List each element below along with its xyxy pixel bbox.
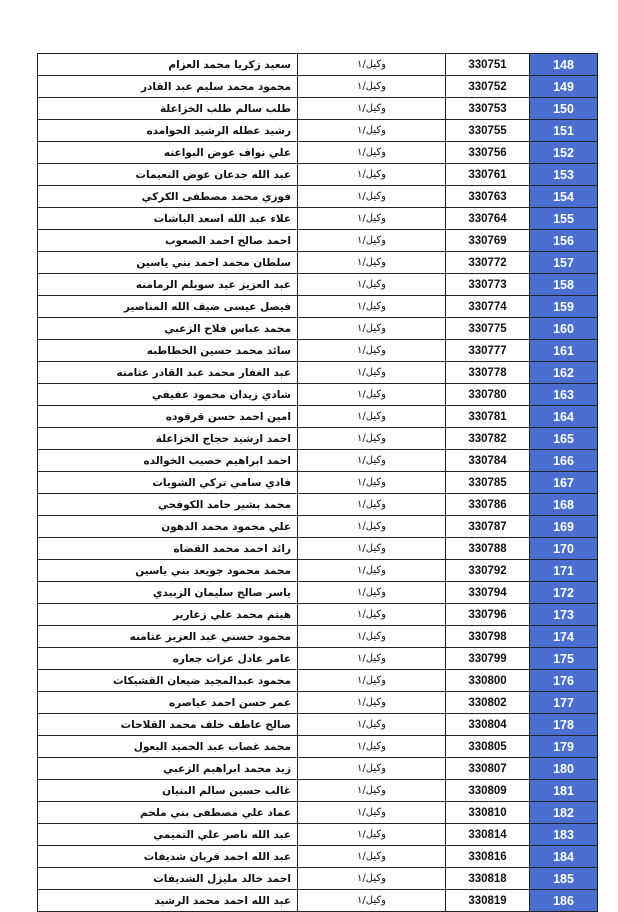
rank-cell: وكيل/١ (298, 648, 446, 670)
rank-cell: وكيل/١ (298, 406, 446, 428)
personnel-code-cell: 330784 (446, 450, 530, 472)
table-row (38, 670, 598, 692)
personnel-code-cell: 330774 (446, 296, 530, 318)
rank-cell: وكيل/١ (298, 670, 446, 692)
rank-cell: وكيل/١ (298, 846, 446, 868)
row-index-cell: 170 (530, 538, 598, 560)
rank-cell: وكيل/١ (298, 186, 446, 208)
person-name-cell: محمد عباس فلاح الزعبي (38, 318, 298, 340)
rank-cell: وكيل/١ (298, 120, 446, 142)
row-index-cell: 169 (530, 516, 598, 538)
person-name-cell: احمد صالح احمد الصعوب (38, 230, 298, 252)
table-row (38, 274, 598, 296)
rank-cell: وكيل/١ (298, 758, 446, 780)
person-name-cell: زيد محمد ابراهيم الزعبي (38, 758, 298, 780)
row-index-cell: 159 (530, 296, 598, 318)
row-index-cell: 160 (530, 318, 598, 340)
personnel-code-cell: 330788 (446, 538, 530, 560)
rank-cell: وكيل/١ (298, 824, 446, 846)
table-row (38, 318, 598, 340)
person-name-cell: محمود حسني عبد العزيز عثامنه (38, 626, 298, 648)
personnel-code-cell: 330753 (446, 98, 530, 120)
rank-cell: وكيل/١ (298, 384, 446, 406)
personnel-code-cell: 330805 (446, 736, 530, 758)
person-name-cell: عبد الله احمد قربان شديفات (38, 846, 298, 868)
row-index-cell: 168 (530, 494, 598, 516)
table-row (38, 450, 598, 472)
row-index-cell: 158 (530, 274, 598, 296)
person-name-cell: رشيد عطله الرشيد الحوامده (38, 120, 298, 142)
person-name-cell: محمد محمود جويعد بني ياسين (38, 560, 298, 582)
table-body (38, 54, 598, 912)
table-row (38, 340, 598, 362)
rank-cell: وكيل/١ (298, 560, 446, 582)
personnel-code-cell: 330778 (446, 362, 530, 384)
rank-cell: وكيل/١ (298, 626, 446, 648)
table-row (38, 780, 598, 802)
personnel-code-cell: 330804 (446, 714, 530, 736)
row-index-cell: 175 (530, 648, 598, 670)
row-index-cell: 186 (530, 890, 598, 912)
personnel-code-cell: 330773 (446, 274, 530, 296)
row-index-cell: 164 (530, 406, 598, 428)
rank-cell: وكيل/١ (298, 736, 446, 758)
rank-cell: وكيل/١ (298, 362, 446, 384)
person-name-cell: عبد الله ناصر علي التميمي (38, 824, 298, 846)
personnel-code-cell: 330800 (446, 670, 530, 692)
table-row (38, 692, 598, 714)
personnel-code-cell: 330799 (446, 648, 530, 670)
personnel-code-cell: 330775 (446, 318, 530, 340)
personnel-code-cell: 330802 (446, 692, 530, 714)
personnel-table-container (37, 53, 597, 912)
personnel-code-cell: 330807 (446, 758, 530, 780)
person-name-cell: هيثم محمد علي زعارير (38, 604, 298, 626)
personnel-code-cell: 330755 (446, 120, 530, 142)
table-row (38, 890, 598, 912)
person-name-cell: امين احمد حسن قرقوده (38, 406, 298, 428)
person-name-cell: عبد الله جدعان عوض النعيمات (38, 164, 298, 186)
personnel-code-cell: 330761 (446, 164, 530, 186)
table-row (38, 406, 598, 428)
table-row (38, 428, 598, 450)
person-name-cell: احمد ابراهيم خصيب الخوالده (38, 450, 298, 472)
rank-cell: وكيل/١ (298, 692, 446, 714)
row-index-cell: 166 (530, 450, 598, 472)
table-row (38, 76, 598, 98)
row-index-cell: 149 (530, 76, 598, 98)
person-name-cell: طلب سالم طلب الخزاعلة (38, 98, 298, 120)
row-index-cell: 178 (530, 714, 598, 736)
table-row (38, 626, 598, 648)
row-index-cell: 179 (530, 736, 598, 758)
row-index-cell: 165 (530, 428, 598, 450)
person-name-cell: صالح عاطف خلف محمد القلاحات (38, 714, 298, 736)
personnel-code-cell: 330819 (446, 890, 530, 912)
person-name-cell: غالب حسين سالم البنيان (38, 780, 298, 802)
personnel-code-cell: 330814 (446, 824, 530, 846)
rank-cell: وكيل/١ (298, 868, 446, 890)
personnel-code-cell: 330810 (446, 802, 530, 824)
row-index-cell: 162 (530, 362, 598, 384)
row-index-cell: 181 (530, 780, 598, 802)
rank-cell: وكيل/١ (298, 340, 446, 362)
person-name-cell: علي نواف عوض البواعنه (38, 142, 298, 164)
rank-cell: وكيل/١ (298, 54, 446, 76)
table-row (38, 736, 598, 758)
table-row (38, 824, 598, 846)
rank-cell: وكيل/١ (298, 890, 446, 912)
row-index-cell: 167 (530, 472, 598, 494)
table-row (38, 868, 598, 890)
person-name-cell: عماد علي مصطفى بني ملحم (38, 802, 298, 824)
personnel-code-cell: 330818 (446, 868, 530, 890)
person-name-cell: عبد العزيز عيد سويلم الرمامنه (38, 274, 298, 296)
rank-cell: وكيل/١ (298, 318, 446, 340)
row-index-cell: 177 (530, 692, 598, 714)
row-index-cell: 183 (530, 824, 598, 846)
person-name-cell: شادي زيدان محمود عفيفي (38, 384, 298, 406)
person-name-cell: رائد احمد محمد القضاه (38, 538, 298, 560)
person-name-cell: ياسر صالح سليمان الزبيدي (38, 582, 298, 604)
personnel-code-cell: 330794 (446, 582, 530, 604)
person-name-cell: عامر عادل عزات جعاره (38, 648, 298, 670)
table-row (38, 362, 598, 384)
rank-cell: وكيل/١ (298, 538, 446, 560)
personnel-code-cell: 330781 (446, 406, 530, 428)
table-row (38, 252, 598, 274)
rank-cell: وكيل/١ (298, 296, 446, 318)
person-name-cell: احمد ارشيد حجاج الخزاعلة (38, 428, 298, 450)
row-index-cell: 152 (530, 142, 598, 164)
table-row (38, 714, 598, 736)
personnel-code-cell: 330787 (446, 516, 530, 538)
rank-cell: وكيل/١ (298, 274, 446, 296)
table-row (38, 98, 598, 120)
table-row (38, 516, 598, 538)
table-row (38, 120, 598, 142)
personnel-code-cell: 330756 (446, 142, 530, 164)
row-index-cell: 153 (530, 164, 598, 186)
table-row (38, 846, 598, 868)
table-row (38, 230, 598, 252)
row-index-cell: 155 (530, 208, 598, 230)
rank-cell: وكيل/١ (298, 582, 446, 604)
row-index-cell: 176 (530, 670, 598, 692)
rank-cell: وكيل/١ (298, 604, 446, 626)
person-name-cell: سائد محمد حسين الخطاطبه (38, 340, 298, 362)
personnel-code-cell: 330772 (446, 252, 530, 274)
personnel-code-cell: 330809 (446, 780, 530, 802)
table-row (38, 648, 598, 670)
row-index-cell: 171 (530, 560, 598, 582)
row-index-cell: 156 (530, 230, 598, 252)
table-row (38, 296, 598, 318)
person-name-cell: علي محمود محمد الدهون (38, 516, 298, 538)
row-index-cell: 182 (530, 802, 598, 824)
row-index-cell: 174 (530, 626, 598, 648)
personnel-table (37, 53, 598, 912)
personnel-code-cell: 330786 (446, 494, 530, 516)
personnel-code-cell: 330763 (446, 186, 530, 208)
table-row (38, 384, 598, 406)
row-index-cell: 180 (530, 758, 598, 780)
personnel-code-cell: 330777 (446, 340, 530, 362)
table-row (38, 494, 598, 516)
table-row (38, 142, 598, 164)
rank-cell: وكيل/١ (298, 164, 446, 186)
person-name-cell: فوزي محمد مصطفى الكركي (38, 186, 298, 208)
person-name-cell: محمود محمد سليم عبد القادر (38, 76, 298, 98)
row-index-cell: 184 (530, 846, 598, 868)
personnel-code-cell: 330785 (446, 472, 530, 494)
row-index-cell: 154 (530, 186, 598, 208)
table-row (38, 472, 598, 494)
personnel-code-cell: 330792 (446, 560, 530, 582)
rank-cell: وكيل/١ (298, 76, 446, 98)
rank-cell: وكيل/١ (298, 494, 446, 516)
table-row (38, 802, 598, 824)
table-row (38, 758, 598, 780)
rank-cell: وكيل/١ (298, 472, 446, 494)
person-name-cell: احمد خالد مليزل الشديفات (38, 868, 298, 890)
rank-cell: وكيل/١ (298, 98, 446, 120)
person-name-cell: محمد غصاب عبد الحميد البعول (38, 736, 298, 758)
table-row (38, 560, 598, 582)
row-index-cell: 173 (530, 604, 598, 626)
personnel-code-cell: 330798 (446, 626, 530, 648)
table-row (38, 582, 598, 604)
rank-cell: وكيل/١ (298, 252, 446, 274)
person-name-cell: محمود عبدالمجيد ضيعان القشيكات (38, 670, 298, 692)
personnel-code-cell: 330769 (446, 230, 530, 252)
person-name-cell: فيصل عيسى ضيف الله المناصير (38, 296, 298, 318)
rank-cell: وكيل/١ (298, 208, 446, 230)
rank-cell: وكيل/١ (298, 780, 446, 802)
personnel-code-cell: 330752 (446, 76, 530, 98)
person-name-cell: فادي سامي تركي الشويات (38, 472, 298, 494)
personnel-code-cell: 330782 (446, 428, 530, 450)
personnel-code-cell: 330816 (446, 846, 530, 868)
table-row (38, 538, 598, 560)
person-name-cell: عبد الله احمد محمد الرشيد (38, 890, 298, 912)
row-index-cell: 157 (530, 252, 598, 274)
row-index-cell: 151 (530, 120, 598, 142)
person-name-cell: علاء عبد الله اسعد الباشات (38, 208, 298, 230)
table-row (38, 186, 598, 208)
person-name-cell: عمر حسن احمد عياصره (38, 692, 298, 714)
rank-cell: وكيل/١ (298, 714, 446, 736)
rank-cell: وكيل/١ (298, 516, 446, 538)
personnel-code-cell: 330780 (446, 384, 530, 406)
table-row (38, 604, 598, 626)
rank-cell: وكيل/١ (298, 802, 446, 824)
personnel-code-cell: 330764 (446, 208, 530, 230)
table-row (38, 164, 598, 186)
rank-cell: وكيل/١ (298, 142, 446, 164)
rank-cell: وكيل/١ (298, 450, 446, 472)
person-name-cell: عبد الغفار محمد عبد القادر عثامنه (38, 362, 298, 384)
personnel-code-cell: 330751 (446, 54, 530, 76)
person-name-cell: سعيد زكريا محمد العزام (38, 54, 298, 76)
table-row (38, 54, 598, 76)
row-index-cell: 172 (530, 582, 598, 604)
rank-cell: وكيل/١ (298, 428, 446, 450)
row-index-cell: 148 (530, 54, 598, 76)
row-index-cell: 185 (530, 868, 598, 890)
personnel-code-cell: 330796 (446, 604, 530, 626)
person-name-cell: محمد بشير حامد الكوفحي (38, 494, 298, 516)
rank-cell: وكيل/١ (298, 230, 446, 252)
row-index-cell: 163 (530, 384, 598, 406)
person-name-cell: سلطان محمد احمد بني ياسين (38, 252, 298, 274)
row-index-cell: 150 (530, 98, 598, 120)
table-row (38, 208, 598, 230)
row-index-cell: 161 (530, 340, 598, 362)
